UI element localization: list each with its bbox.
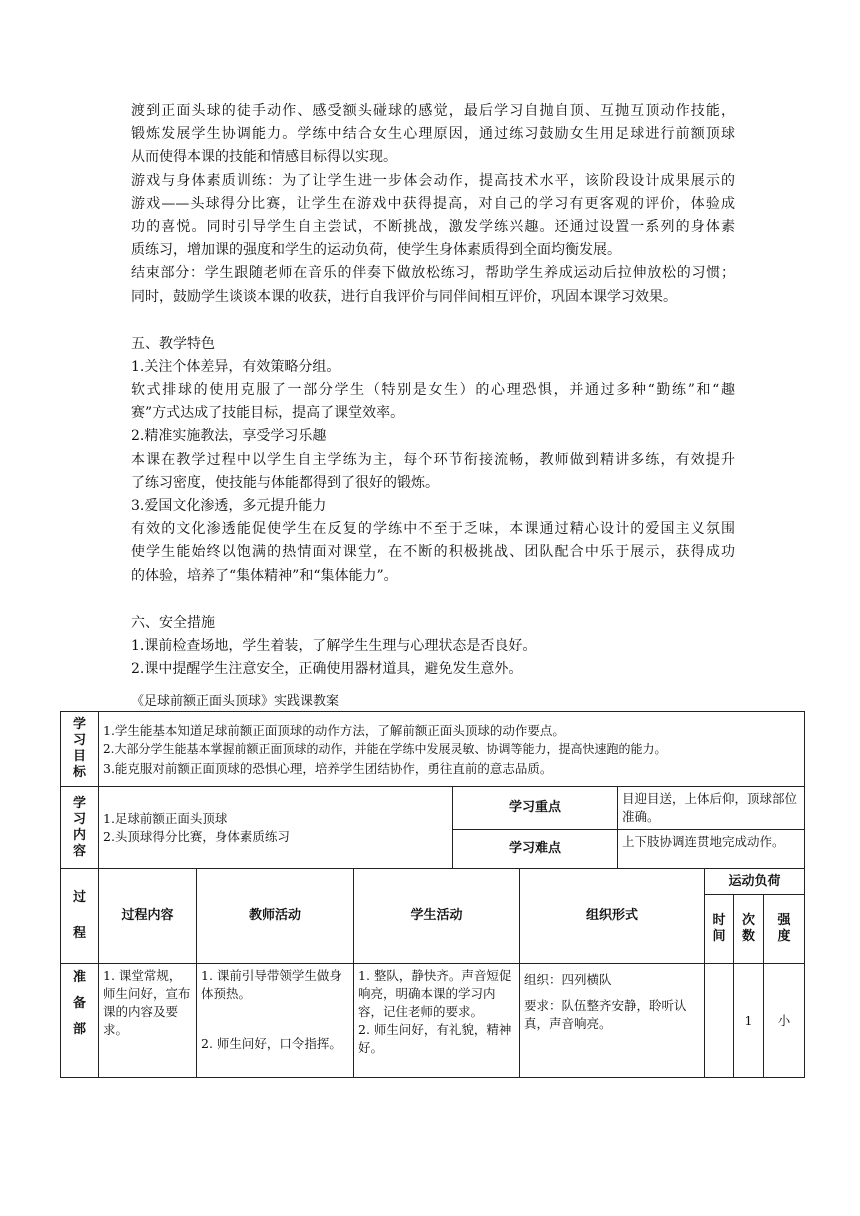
student-step: 2. 师生问好，有礼貌，精神好。 xyxy=(358,1022,512,1055)
text-line: 1.关注个体差异，有效策略分组。 xyxy=(131,358,341,375)
text-line: 2.精准实施教法，享受学习乐趣 xyxy=(131,428,327,445)
lesson-plan-table xyxy=(60,711,805,1078)
prep-organization xyxy=(520,964,705,1078)
key-point-text: 目迎目送，上体后仰，顶球部位准确。 xyxy=(618,787,805,830)
blank-line xyxy=(131,309,735,333)
text-line: 六、安全措施 xyxy=(131,614,215,631)
text-line: 软式排球的使用克服了一部分学生（特别是女生）的心理恐惧，并通过多种“勤练”和“趣 xyxy=(131,382,735,399)
text-line: 3.爱国文化渗透，多元提升能力 xyxy=(131,498,327,514)
prep-count: 1 xyxy=(734,964,764,1078)
organization-form: 组织：四列横队 xyxy=(524,972,612,987)
prep-time xyxy=(705,964,734,1078)
text-line: 渡到正面头球的徒手动作、感受额头碰球的感觉，最后学习自抛自顶、互抛互顶动作技能， xyxy=(131,103,735,119)
prep-section-label: 准 备 部 xyxy=(61,964,99,1078)
teacher-step: 1. 课前引导带领学生做身体预热。 xyxy=(201,968,342,1001)
text-line: 1.课前检查场地，学生着装，了解学生生理与心理状态是否良好。 xyxy=(131,637,537,654)
student-step: 1. 整队，静快齐。声音短促响亮，明确本课的学习内容，记住老师的要求。 xyxy=(358,968,512,1019)
key-point-label: 学习重点 xyxy=(453,787,618,830)
difficulty-text: 上下肢协调连贯地完成动作。 xyxy=(618,830,805,869)
text-line: 2.课中提醒学生注意安全，正确使用器材道具，避免发生意外。 xyxy=(131,661,523,678)
text-line: 游戏——头球得分比赛，让学生在游戏中获得提高，对自己的学习有更客观的评价，体验成 xyxy=(131,195,735,212)
text-line: 功的喜悦。同时引导学生自主尝试，不断挑战，激发学练兴趣。还通过设置一系列的身体素 xyxy=(131,218,735,235)
content-cell xyxy=(99,787,453,869)
count-header: 次 数 xyxy=(734,895,764,964)
body-text xyxy=(131,100,735,681)
content-item: 1.足球前额正面头顶球 xyxy=(103,810,228,826)
goal-item: 3.能克服对前额正面顶球的恐惧心理，培养学生团结协作，勇往直前的意志品质。 xyxy=(103,760,553,776)
prep-content: 1. 课堂常规，师生问好，宣布课的内容及要求。 xyxy=(99,964,197,1078)
text-line: 本课在教学过程中以学生自主学练为主，每个环节衔接流畅，教师做到精讲多练，有效提升 xyxy=(131,451,735,468)
difficulty-label: 学习难点 xyxy=(453,830,618,869)
goals-label: 学 习 目 标 xyxy=(61,712,99,787)
text-line: 从而使得本课的技能和情感目标得以实现。 xyxy=(131,149,397,166)
goals-cell xyxy=(99,712,805,787)
student-activity-header: 学生活动 xyxy=(354,869,520,964)
text-line: 游戏与身体素质训练：为了让学生进一步体会动作，提高技术水平，该阶段设计成果展示的 xyxy=(131,172,735,189)
goal-item: 1.学生能基本知道足球前额正面顶球的动作方法，了解前额正面头顶球的动作要点。 xyxy=(103,722,565,738)
prep-student-activity xyxy=(354,964,520,1078)
content-label: 学 习 内 容 xyxy=(61,787,99,869)
text-line: 五、教学特色 xyxy=(131,335,215,352)
process-header: 过 程 xyxy=(61,869,99,964)
text-line: 了练习密度，使技能与体能都得到了很好的锻炼。 xyxy=(131,474,439,491)
organization-header: 组织形式 xyxy=(520,869,705,964)
goal-item: 2.大部分学生能基本掌握前额正面顶球的动作，并能在学练中发展灵敏、协调等能力，提高快速跑的能力。 xyxy=(103,741,667,756)
text-line: 有效的文化渗透能促使学生在反复的学练中不至于乏味，本课通过精心设计的爱国主义氛围 xyxy=(131,521,735,538)
text-line: 结束部分：学生跟随老师在音乐的伴奏下做放松练习，帮助学生养成运动后拉伸放松的习惯； xyxy=(131,265,735,282)
teacher-activity-header: 教师活动 xyxy=(197,869,354,964)
organization-requirement: 要求：队伍整齐安静，聆听认真，声音响亮。 xyxy=(524,998,687,1031)
time-header: 时 间 xyxy=(705,895,734,964)
text-line: 使学生能始终以饱满的热情面对课堂，在不断的积极挑战、团队配合中乐于展示，获得成功 xyxy=(131,544,735,561)
intensity-header: 强 度 xyxy=(764,895,805,964)
text-line: 赛”方式达成了技能目标，提高了课堂效率。 xyxy=(131,405,405,422)
text-line: 的体验，培养了“集体精神”和“集体能力”。 xyxy=(131,567,398,584)
lesson-plan-caption: 《足球前额正面头顶球》实践课教案 xyxy=(131,694,340,709)
text-line: 质练习，增加课的强度和学生的运动负荷，使学生身体素质得到全面均衡发展。 xyxy=(131,242,621,259)
prep-teacher-activity xyxy=(197,964,354,1078)
teacher-step: 2. 师生问好，口令指挥。 xyxy=(201,1036,342,1051)
prep-intensity: 小 xyxy=(764,964,805,1078)
process-content-header: 过程内容 xyxy=(99,869,197,964)
text-line: 同时，鼓励学生谈谈本课的收获，进行自我评价与同伴间相互评价，巩固本课学习效果。 xyxy=(131,288,677,305)
blank-line xyxy=(131,588,735,612)
text-line: 锻炼发展学生协调能力。学练中结合女生心理原因，通过练习鼓励女生用足球进行前额顶球 xyxy=(131,126,735,143)
content-item: 2.头顶球得分比赛，身体素质练习 xyxy=(103,828,290,844)
exercise-load-header: 运动负荷 xyxy=(705,869,805,895)
